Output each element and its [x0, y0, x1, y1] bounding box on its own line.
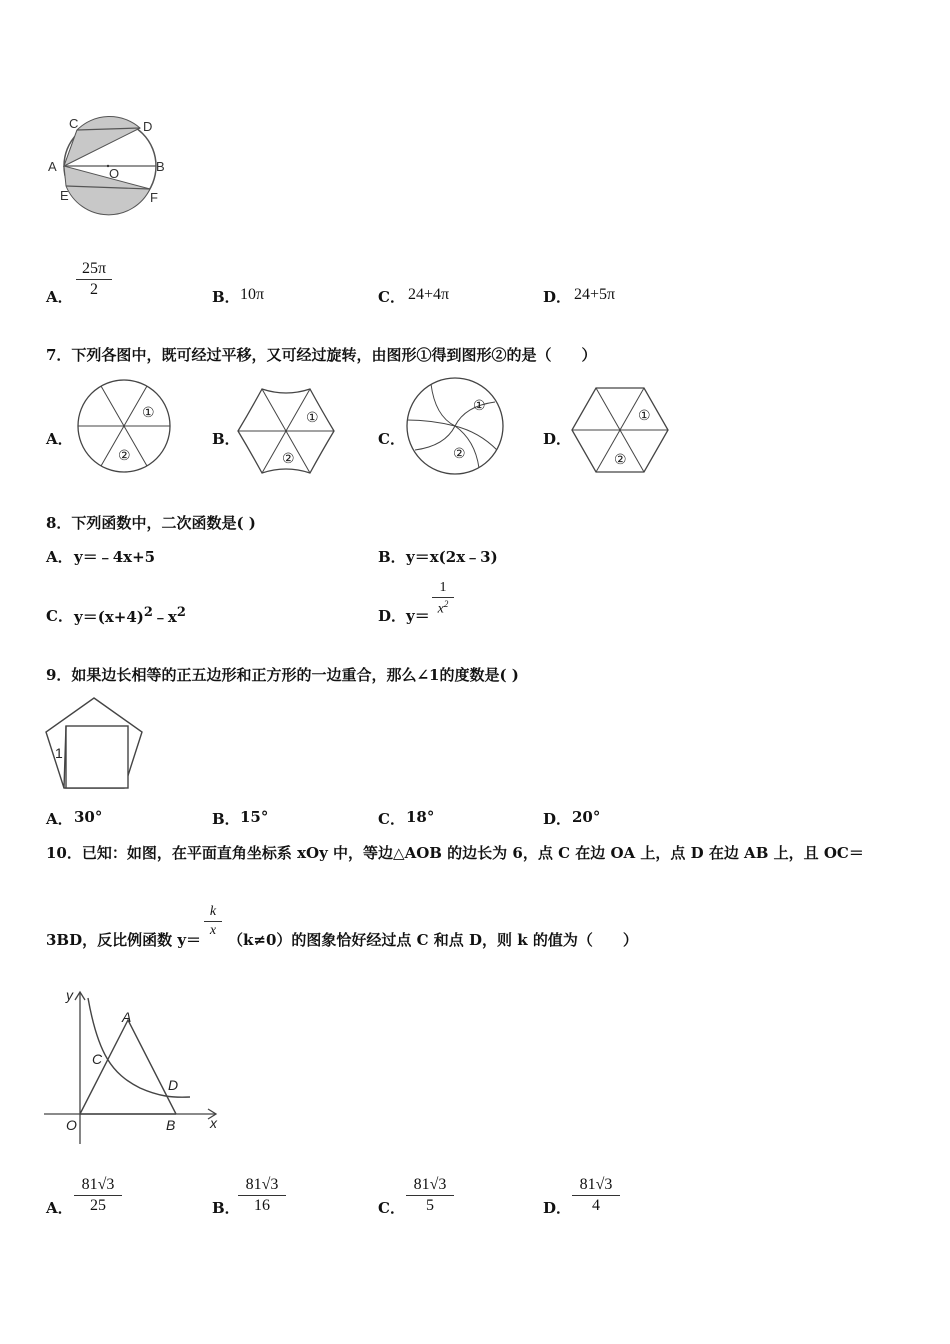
q6-option-d-value: 24+5π [574, 286, 616, 303]
q10-option-b-fraction [238, 1176, 286, 1215]
q10-option-d-letter: D． [543, 1199, 572, 1217]
q10-option-b-letter: B． [212, 1199, 240, 1217]
q10-stem-line1: 10．已知：如图，在平面直角坐标系 xOy 中，等边△AOB 的边长为 6，点 C 在边 OA 上，点 D 在边 AB 上，且 OC＝ [46, 844, 864, 862]
q7a-mark-1: ① [142, 404, 155, 420]
fraction-bar [572, 1195, 620, 1196]
q9-option-d-letter: D． [543, 810, 572, 828]
q10c-numerator: 81√3 [413, 1176, 447, 1193]
q6-option-d-letter: D． [543, 288, 572, 306]
q9-option-d-value: 20° [572, 808, 601, 826]
q6-label-D: D [143, 119, 153, 134]
q10-stem-line2-post: （k≠0）的图象恰好经过点 C 和点 D，则 k 的值为（ ） [228, 931, 638, 949]
q6-label-E: E [60, 188, 69, 203]
q10d-denominator: 4 [592, 1197, 600, 1214]
fraction-bar [238, 1195, 286, 1196]
q8-option-d-pre: y＝ [406, 607, 430, 625]
q8-option-a-letter: A． [46, 548, 73, 566]
fraction-bar [204, 921, 222, 922]
q7d-mark-2: ② [614, 451, 627, 467]
q8d-denominator [432, 599, 454, 618]
q6-a-numerator: 25π [81, 260, 107, 277]
q7-option-a-letter: A． [46, 430, 73, 448]
q7-figure-c [405, 376, 505, 476]
q6-option-c-value: 24+4π [408, 286, 450, 303]
q8-option-d-letter: D． [378, 607, 407, 625]
q10-label-A: A [122, 1009, 132, 1025]
q10-label-x: x [210, 1115, 217, 1131]
q10d-numerator: 81√3 [579, 1176, 613, 1193]
q8d-numerator: 1 [439, 580, 447, 595]
q9-stem: 9．如果边长相等的正五边形和正方形的一边重合，那么∠1的度数是( ) [46, 666, 519, 684]
q6-label-O: O [109, 166, 120, 181]
fraction-bar [76, 279, 112, 280]
q7-figure-d [572, 384, 672, 484]
q7b-mark-2: ② [282, 450, 295, 466]
fraction-bar [406, 1195, 454, 1196]
q7-option-c-letter: C． [378, 430, 405, 448]
q6-option-b-letter: B． [212, 288, 240, 306]
q6-label-B: B [156, 159, 165, 174]
q10a-numerator: 81√3 [81, 1176, 115, 1193]
q10b-numerator: 81√3 [245, 1176, 279, 1193]
q6-label-F: F [150, 190, 158, 205]
q8-option-d-fraction [432, 580, 454, 618]
q8c-pre: y＝(x+4) [74, 608, 144, 626]
fraction-bar [74, 1195, 122, 1196]
q9-option-c-letter: C． [378, 810, 405, 828]
q10-label-D: D [168, 1077, 179, 1093]
q10-option-a-letter: A． [46, 1199, 73, 1217]
q6-option-c-letter: C． [378, 288, 405, 306]
q10-option-d-fraction [572, 1176, 620, 1215]
q7d-mark-1: ① [638, 407, 651, 423]
q8c-post: ﹣x [152, 608, 177, 626]
q7-figure-b [238, 383, 338, 483]
q6-a-denominator: 2 [90, 281, 98, 298]
q8-option-a-value: y＝﹣4x+5 [74, 548, 156, 566]
q7c-mark-1: ① [473, 397, 486, 413]
q7b-mark-1: ① [306, 409, 319, 425]
q9-pentagon-square-figure [44, 696, 154, 796]
q8-option-c-letter: C． [46, 607, 73, 625]
q8-option-b-value: y＝x(2x﹣3) [406, 548, 498, 566]
q10c-denominator: 5 [426, 1197, 434, 1214]
q9-option-b-letter: B． [212, 810, 240, 828]
q10-option-c-letter: C． [378, 1199, 405, 1217]
q10a-denominator: 25 [90, 1197, 106, 1214]
q10-label-C: C [92, 1051, 103, 1067]
q6-label-A: A [48, 159, 57, 174]
q10b-denominator: 16 [254, 1197, 270, 1214]
q8c-sup2: 2 [176, 605, 186, 620]
q10-coordinate-figure [40, 984, 230, 1144]
fraction-bar [432, 597, 454, 598]
q7-stem: 7．下列各图中，既可经过平移，又可经过旋转，由图形①得到图形②的是（ ） [46, 346, 597, 364]
q7a-mark-2: ② [118, 447, 131, 463]
q9-angle-label: 1 [55, 745, 63, 761]
q7-figure-a [76, 378, 176, 478]
q9-option-c-value: 18° [406, 808, 435, 826]
q10-stem-fraction [204, 904, 222, 939]
q10-label-O: O [66, 1117, 77, 1133]
q6-label-C: C [69, 116, 79, 131]
q7-option-b-letter: B． [212, 430, 240, 448]
q9-option-a-value: 30° [74, 808, 103, 826]
q8d-den-x: x [437, 601, 444, 617]
q7c-mark-2: ② [453, 445, 466, 461]
q7-option-d-letter: D． [543, 430, 572, 448]
q9-option-b-value: 15° [240, 808, 269, 826]
q8c-sup: 2 [143, 605, 153, 620]
q10-option-c-fraction [406, 1176, 454, 1215]
q8d-den-sup: 2 [443, 599, 449, 609]
q10-stem-line2-pre: 3BD，反比例函数 y＝ [46, 931, 202, 949]
q10-label-y: y [66, 987, 73, 1003]
q10-frac-k: k [209, 904, 217, 919]
q6-option-b-value: 10π [240, 286, 265, 303]
q10-frac-x: x [209, 923, 217, 938]
q9-option-a-letter: A． [46, 810, 73, 828]
q8-option-c-value [74, 605, 186, 627]
q8-option-b-letter: B． [378, 548, 406, 566]
q6-option-a-letter: A． [46, 288, 73, 306]
q6-option-a-fraction [76, 260, 112, 299]
q10-option-a-fraction [74, 1176, 122, 1215]
q10-label-B: B [166, 1117, 176, 1133]
q8-stem: 8．下列函数中，二次函数是( ) [46, 514, 256, 532]
q6-circle-figure [42, 116, 172, 216]
